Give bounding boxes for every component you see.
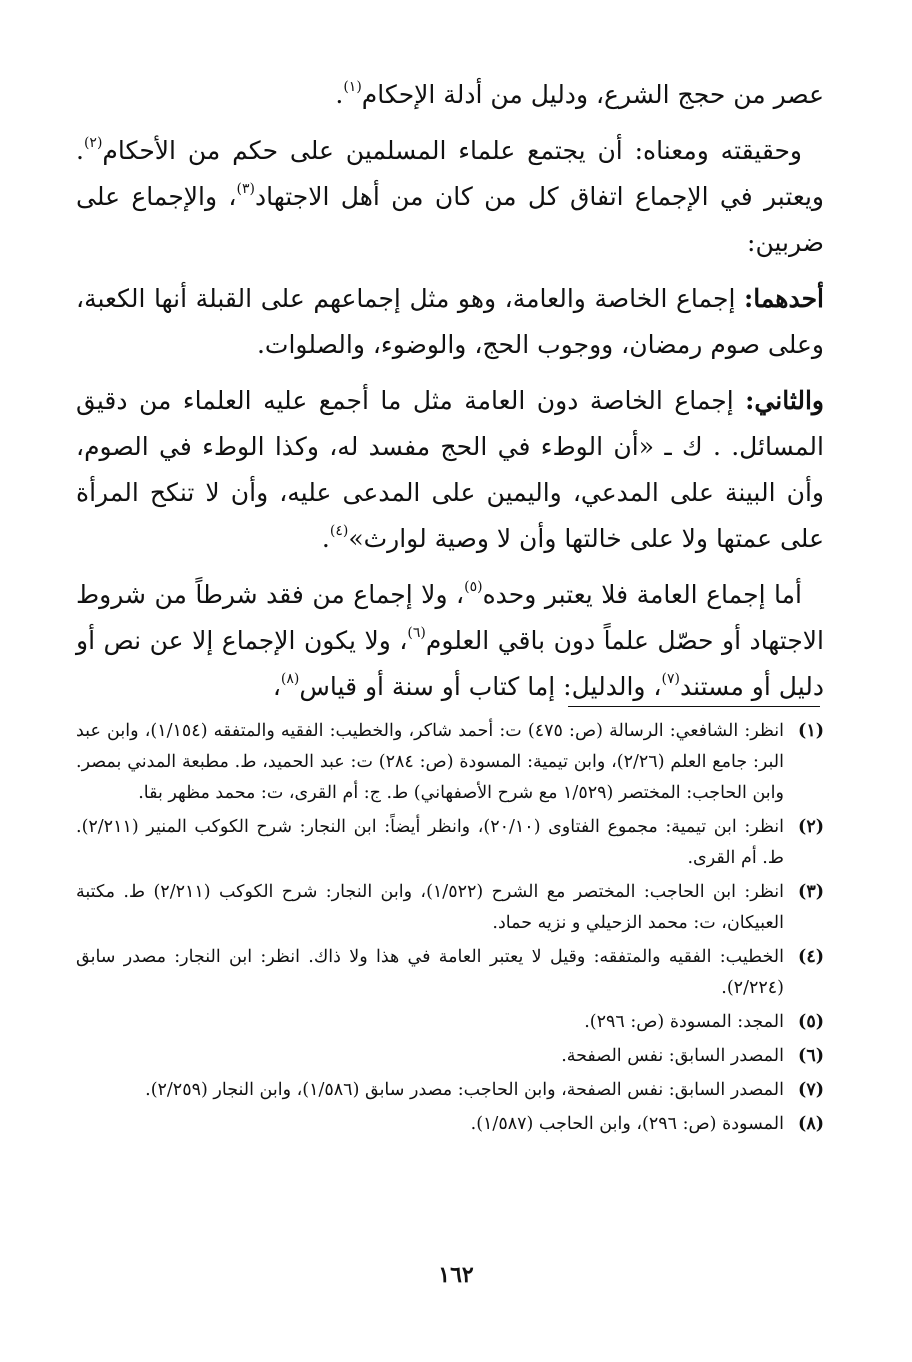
footnote-number: (٨) [798,1114,824,1134]
footnote-ref[interactable]: (٢) [83,135,103,151]
paragraph-lead: والثاني: [745,386,824,415]
page-number: ١٦٢ [438,1262,474,1288]
footnote-text: الخطيب: الفقيه والمتفقه: وقيل لا يعتبر العامة في هذا ولا ذاك. انظر: ابن النجار: مصدر سابق (٢/٢٢٤). [76,947,784,998]
footnote-number: (٣) [798,882,824,902]
footnote-number: (٢) [798,817,824,837]
footnote-number: (٤) [798,947,824,967]
footnote-item [76,716,824,809]
footnote-item [76,942,824,1004]
footnote-separator [568,706,820,707]
footnote-text: انظر: الشافعي: الرسالة (ص: ٤٧٥) ت: أحمد شاكر، والخطيب: الفقيه والمتفقه (١/١٥٤)، وابن عبد البر: جامع العلم (٢/٢٦)، وابن تيمية: المسودة (ص: ٢٨٤) ت: عبد الحميد، ط. مطبعة المدني بمصر. وابن الحاجب: المختصر (١/٥٢٩ مع شرح الأصفهاني) ط. ج: أم القرى، ت: محمد مظهر بقا. [76,721,784,803]
footnote-item [76,1109,824,1140]
footnote-number: (٦) [798,1046,824,1066]
paragraph-5: أما إجماع العامة فلا يعتبر وحده$^{(٥)}$، ولا إجماع من فقد شرطاً من شروط الاجتهاد أو حصّل علماً دون باقي العلوم$^{(٦)}$، ولا يكون الإجماع إلا عن نص أو دليل أو مستند$^{(٧)}$، والدليل: إما كتاب أو سنة أو قياس$^{(٨)}$، [76,579,824,701]
footnote-ref[interactable]: (١) [343,79,362,95]
footnote-number: (١) [798,721,824,741]
footnote-number: (٥) [798,1012,824,1032]
footnote-item [76,812,824,874]
footnote-ref[interactable]: (٣) [236,181,255,197]
main-text [76,72,824,720]
footnote-text: المجد: المسودة (ص: ٢٩٦). [584,1012,784,1032]
footnote-item [76,1075,824,1106]
paragraph-lead: أحدهما: [743,284,824,313]
footnote-text: انظر: ابن تيمية: مجموع الفتاوى (٢٠/١٠)، وانظر أيضاً: ابن النجار: شرح الكوكب المنير (٢/٢١١). ط. أم القرى. [76,817,784,868]
footnote-text: المصدر السابق: نفس الصفحة، وابن الحاجب: مصدر سابق (١/٥٨٦)، وابن النجار (٢/٢٥٩). [145,1080,784,1100]
footnote-item [76,877,824,939]
footnote-ref[interactable]: (٧) [661,671,680,687]
footnote-ref[interactable]: (٥) [464,579,483,595]
footnote-item [76,1041,824,1072]
footnote-text: المسودة (ص: ٢٩٦)، وابن الحاجب (١/٥٨٧). [470,1114,784,1134]
footnote-text: المصدر السابق: نفس الصفحة. [561,1046,784,1066]
footnote-ref[interactable]: (٨) [280,671,300,687]
footnote-ref[interactable]: (٤) [329,523,349,539]
paragraph-1: عصر من حجج الشرع، ودليل من أدلة الإحكام$^{(١)}$. [335,79,824,109]
footnote-number: (٧) [798,1080,824,1100]
paragraph-3: أحدهما: إجماع الخاصة والعامة، وهو مثل إجماعهم على القبلة أنها الكعبة، وعلى صوم رمضان، ووجوب الحج، والوضوء، والصلوات. [76,284,824,359]
footnote-text: انظر: ابن الحاجب: المختصر مع الشرح (١/٥٢٢)، وابن النجار: شرح الكوكب (٢/٢١١) ط. مكتبة العبيكان، ت: محمد الزحيلي و نزيه حماد. [76,882,784,933]
footnote-ref[interactable]: (٦) [407,625,426,641]
footnote-item [76,1007,824,1038]
paragraph-2: وحقيقته ومعناه: أن يجتمع علماء المسلمين على حكم من الأحكام$^{(٢)}$. ويعتبر في الإجماع اتفاق كل من كان من أهل الاجتهاد$^{(٣)}$، والإجماع على ضربين: [76,135,824,257]
paragraph-4: والثاني: إجماع الخاصة دون العامة مثل ما أجمع عليه العلماء من دقيق المسائل. . ك ـ «أن الوطء في الحج مفسد له، وكذا الوطء في الصوم، وأن البينة على المدعي، واليمين على المدعى عليه، وأن لا تنكح المرأة على عمتها ولا على خالتها وأن لا وصية لوارث»$^{(٤)}$. [76,386,824,553]
footnotes [76,716,824,1143]
